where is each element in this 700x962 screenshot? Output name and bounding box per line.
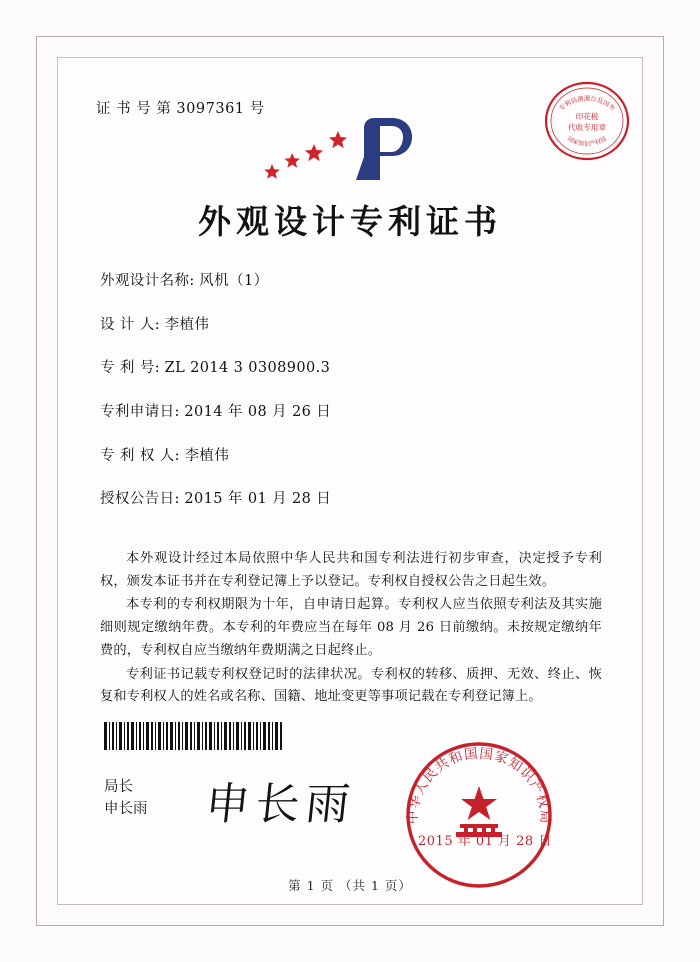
field-design-name xyxy=(100,272,600,290)
svg-text:专利局港澳台及国外: 专利局港澳台及国外 xyxy=(558,95,616,113)
director-signature-block xyxy=(104,776,148,821)
certificate-number: 证 书 号 第 3097361 号 xyxy=(96,101,265,117)
field-patentee xyxy=(100,447,600,465)
paragraph-3: 专利证书记载专利权登记时的法律状况。专利权的转移、质押、无效、终止、恢复和专利权人的姓名或名称、国籍、地址变更等事项记载在专利登记簿上。 xyxy=(100,666,602,705)
barcode xyxy=(104,722,282,750)
legal-body-text xyxy=(100,548,602,710)
official-red-seal xyxy=(404,740,554,890)
field-value: 李植伟 xyxy=(164,316,210,333)
field-value: 2015 年 01 月 28 日 xyxy=(184,491,332,508)
field-label: 专 利 权 人: xyxy=(100,447,180,464)
field-application-date xyxy=(100,403,600,421)
svg-text:印花税: 印花税 xyxy=(575,112,599,121)
paragraph-1: 本外观设计经过本局依照中华人民共和国专利法进行初步审查，决定授予专利权，颁发本证书并在专利登记簿上予以登记。专利权自授权公告之日起生效。 xyxy=(100,551,602,589)
field-value: 李植伟 xyxy=(184,447,230,464)
paragraph-2: 本专利的专利权期限为十年，自申请日起算。专利权人应当依照专利法及其实施细则规定缴纳年费。本专利的年费应当在每年 08 月 26 日前缴纳。未按规定缴纳年费的，专利权自应当缴纳年费期满之日起终止。 xyxy=(100,597,602,658)
field-value: 风机（1） xyxy=(199,273,269,289)
field-patent-number xyxy=(100,359,600,377)
field-value: 2014 年 08 月 26 日 xyxy=(184,403,332,420)
svg-text:国家知识产权局: 国家知识产权局 xyxy=(566,135,608,148)
field-label: 专 利 号: xyxy=(100,360,161,377)
field-label: 专利申请日: xyxy=(100,403,180,420)
field-grant-date xyxy=(100,490,600,508)
field-value: ZL 2014 3 0308900.3 xyxy=(164,360,331,377)
director-title-label: 局长 xyxy=(104,779,133,795)
field-label: 设 计 人: xyxy=(100,316,161,333)
field-label: 授权公告日: xyxy=(100,491,180,508)
fields-list xyxy=(100,272,600,534)
director-name-label: 申长雨 xyxy=(104,801,148,818)
svg-text:中华人民共和国国家知识产权局: 中华人民共和国国家知识产权局 xyxy=(404,745,554,825)
page-footer: 第 1 页 （共 1 页） xyxy=(288,878,412,893)
handwritten-signature: 申长雨 xyxy=(202,779,359,830)
seal-date: 2015 年 01 月 28 日 xyxy=(418,834,552,849)
svg-text:代收专用章: 代收专用章 xyxy=(568,123,606,132)
patent-office-logo xyxy=(0,110,700,188)
page-title: 外观设计专利证书 xyxy=(198,202,502,241)
field-label: 外观设计名称: xyxy=(100,273,195,289)
field-designer xyxy=(100,316,600,334)
